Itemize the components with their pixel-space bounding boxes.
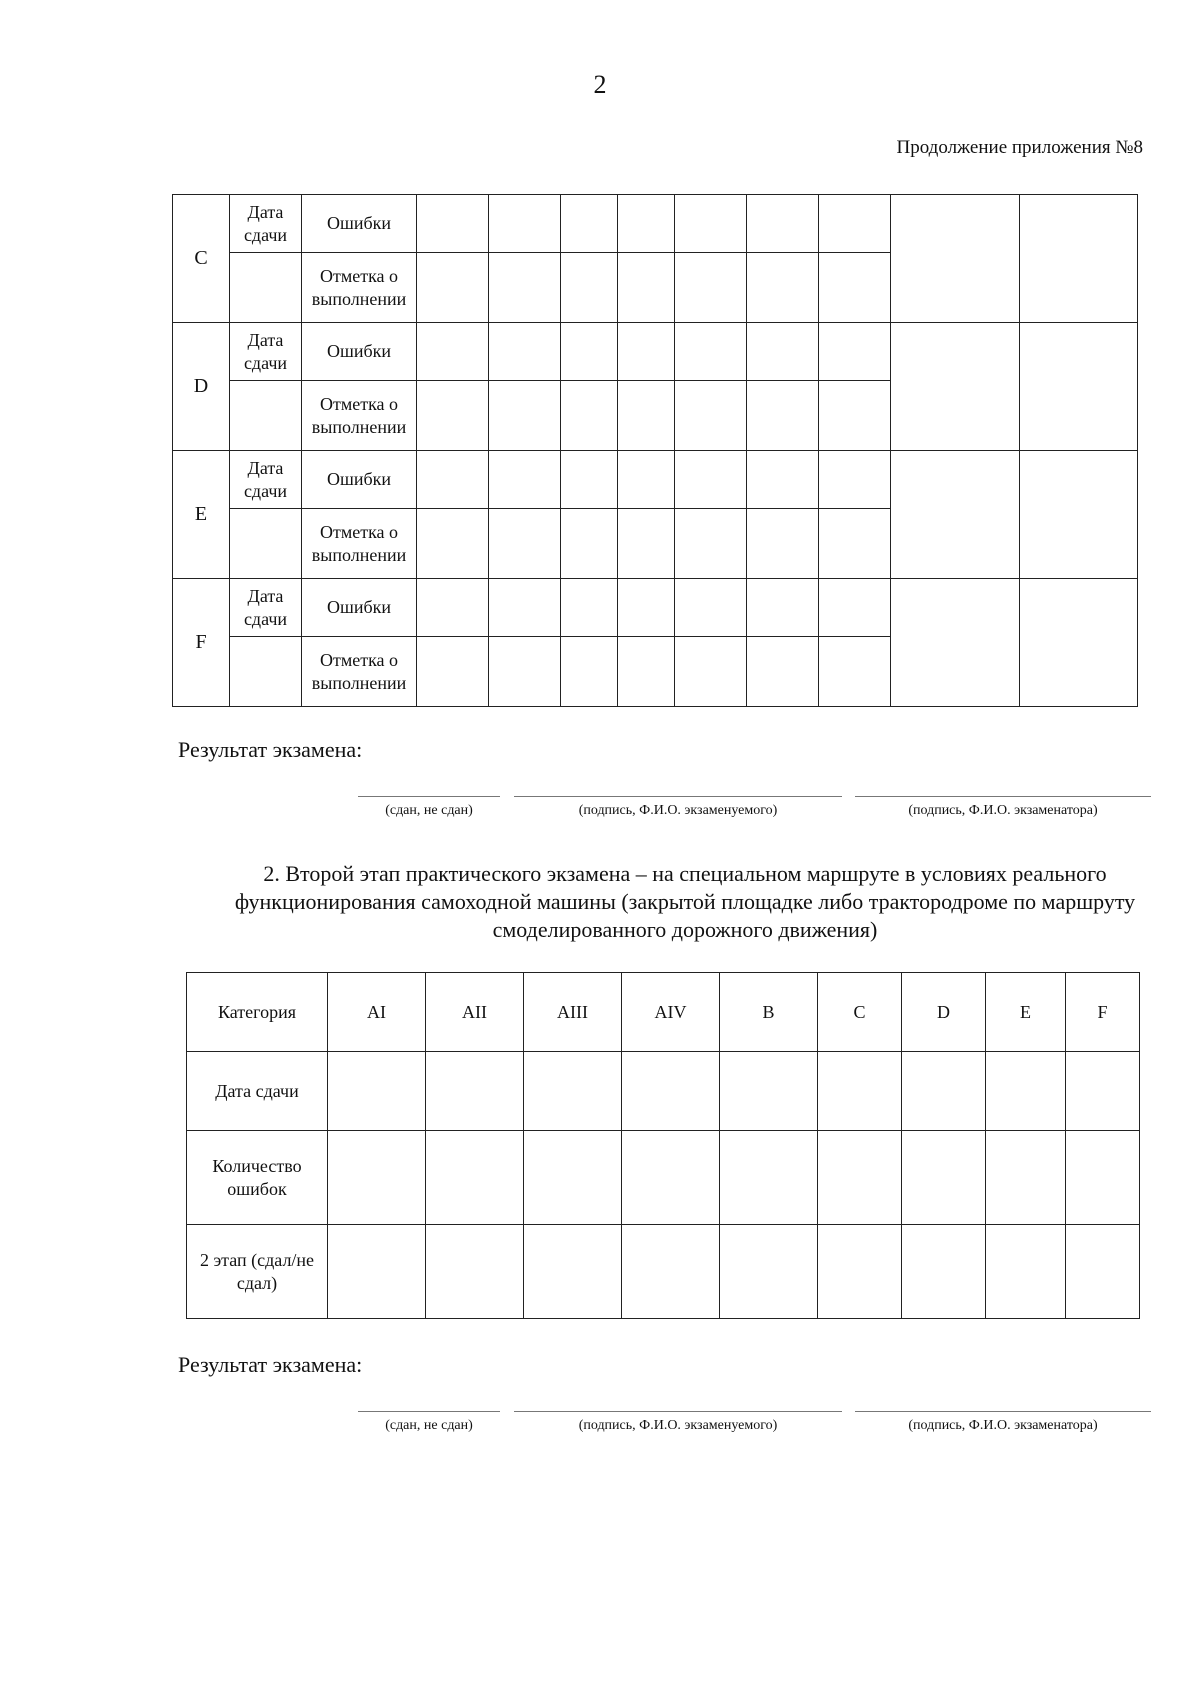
entry-cell[interactable] [747, 637, 819, 707]
entry-cell[interactable] [417, 637, 489, 707]
entry-cell[interactable] [328, 1131, 426, 1225]
entry-cell[interactable] [986, 1225, 1066, 1319]
entry-cell[interactable] [1020, 195, 1138, 323]
entry-cell[interactable] [489, 509, 561, 579]
appendix-continuation: Продолжение приложения №8 [896, 137, 1143, 158]
examinee-signature-line[interactable] [514, 796, 842, 797]
entry-cell[interactable] [891, 195, 1020, 323]
entry-cell[interactable] [561, 637, 618, 707]
completion-label-cell: Отметка о выполнении [302, 509, 417, 579]
result-label: Результат экзамена: [178, 1352, 363, 1377]
entry-cell[interactable] [561, 323, 618, 381]
entry-cell[interactable] [489, 195, 561, 253]
entry-cell[interactable] [328, 1052, 426, 1131]
date-entry-cell[interactable] [230, 253, 302, 323]
entry-cell[interactable] [426, 1131, 524, 1225]
entry-cell[interactable] [902, 1225, 986, 1319]
entry-cell[interactable] [675, 253, 747, 323]
entry-cell[interactable] [489, 637, 561, 707]
entry-cell[interactable] [891, 579, 1020, 707]
stage2-table-body [187, 973, 1140, 1319]
table-row [187, 1225, 1140, 1319]
result-input-line[interactable] [358, 796, 500, 797]
result-caption: (сдан, не сдан) [385, 1418, 473, 1433]
entry-cell[interactable] [489, 323, 561, 381]
entry-cell[interactable] [417, 451, 489, 509]
entry-cell[interactable] [747, 579, 819, 637]
entry-cell[interactable] [902, 1131, 986, 1225]
entry-cell[interactable] [747, 381, 819, 451]
entry-cell[interactable] [417, 323, 489, 381]
table-row [187, 1131, 1140, 1225]
entry-cell[interactable] [426, 1052, 524, 1131]
entry-cell[interactable] [891, 323, 1020, 451]
examinee-caption: (подпись, Ф.И.О. экзаменуемого) [578, 1418, 778, 1433]
result-input-line[interactable] [358, 1411, 500, 1412]
entry-cell[interactable] [618, 579, 675, 637]
header-cell: AIII [524, 973, 622, 1052]
entry-cell[interactable] [328, 1225, 426, 1319]
entry-cell[interactable] [1020, 323, 1138, 451]
examinee-signature-line[interactable] [514, 1411, 842, 1412]
entry-cell[interactable] [986, 1052, 1066, 1131]
entry-cell[interactable] [1066, 1131, 1140, 1225]
table-header-row [187, 973, 1140, 1052]
entry-cell[interactable] [561, 509, 618, 579]
entry-cell[interactable] [675, 637, 747, 707]
entry-cell[interactable] [747, 451, 819, 509]
table-row [173, 451, 1138, 509]
stage2-table [186, 972, 1140, 1319]
errors-label-cell: Ошибки [302, 195, 417, 253]
entry-cell[interactable] [747, 195, 819, 253]
table-row [173, 195, 1138, 253]
header-cell: AIV [622, 973, 720, 1052]
header-cell: B [720, 973, 818, 1052]
completion-label-cell: Отметка о выполнении [302, 381, 417, 451]
header-cell: AII [426, 973, 524, 1052]
entry-cell[interactable] [561, 253, 618, 323]
category-cell: C [173, 195, 230, 323]
entry-cell[interactable] [891, 451, 1020, 579]
entry-cell[interactable] [675, 381, 747, 451]
entry-cell[interactable] [1020, 451, 1138, 579]
row-label-cell: 2 этап (сдал/не сдал) [187, 1225, 328, 1319]
entry-cell[interactable] [524, 1131, 622, 1225]
entry-cell[interactable] [720, 1131, 818, 1225]
result-caption: (сдан, не сдан) [385, 803, 473, 818]
entry-cell[interactable] [561, 579, 618, 637]
entry-cell[interactable] [618, 253, 675, 323]
entry-cell[interactable] [819, 637, 891, 707]
row-label-cell: Количество ошибок [187, 1131, 328, 1225]
entry-cell[interactable] [747, 323, 819, 381]
errors-label-cell: Ошибки [302, 323, 417, 381]
entry-cell[interactable] [561, 451, 618, 509]
entry-cell[interactable] [819, 451, 891, 509]
header-cell: Категория [187, 973, 328, 1052]
entry-cell[interactable] [622, 1052, 720, 1131]
entry-cell[interactable] [720, 1052, 818, 1131]
date-label-cell: Дата сдачи [230, 579, 302, 637]
entry-cell[interactable] [618, 323, 675, 381]
entry-cell[interactable] [747, 509, 819, 579]
entry-cell[interactable] [675, 323, 747, 381]
category-cell: E [173, 451, 230, 579]
entry-cell[interactable] [561, 381, 618, 451]
entry-cell[interactable] [902, 1052, 986, 1131]
entry-cell[interactable] [417, 195, 489, 253]
entry-cell[interactable] [819, 323, 891, 381]
entry-cell[interactable] [524, 1225, 622, 1319]
header-cell: C [818, 973, 902, 1052]
category-cell: F [173, 579, 230, 707]
entry-cell[interactable] [819, 509, 891, 579]
entry-cell[interactable] [675, 509, 747, 579]
header-cell: D [902, 973, 986, 1052]
entry-cell[interactable] [1066, 1225, 1140, 1319]
entry-cell[interactable] [819, 381, 891, 451]
errors-label-cell: Ошибки [302, 451, 417, 509]
entry-cell[interactable] [489, 451, 561, 509]
entry-cell[interactable] [818, 1131, 902, 1225]
date-entry-cell[interactable] [230, 509, 302, 579]
date-entry-cell[interactable] [230, 637, 302, 707]
examiner-caption: (подпись, Ф.И.О. экзаменатора) [908, 803, 1098, 818]
result-label: Результат экзамена: [178, 737, 363, 762]
date-label-cell: Дата сдачи [230, 323, 302, 381]
category-cell: D [173, 323, 230, 451]
date-label-cell: Дата сдачи [230, 195, 302, 253]
entry-cell[interactable] [417, 509, 489, 579]
entry-cell[interactable] [426, 1225, 524, 1319]
table-row [173, 323, 1138, 381]
entry-cell[interactable] [675, 195, 747, 253]
entry-cell[interactable] [819, 579, 891, 637]
stage1-table [172, 194, 1138, 707]
entry-cell[interactable] [618, 195, 675, 253]
entry-cell[interactable] [524, 1052, 622, 1131]
table-row [187, 1052, 1140, 1131]
entry-cell[interactable] [618, 451, 675, 509]
entry-cell[interactable] [489, 381, 561, 451]
section2-heading: 2. Второй этап практического экзамена – на специальном маршруте в условиях реального функционирования самоходной машины (закрытой площадке либо трактородроме по маршруту смоделированного дорожного движения) [234, 861, 1136, 942]
header-cell: E [986, 973, 1066, 1052]
entry-cell[interactable] [622, 1225, 720, 1319]
entry-cell[interactable] [1066, 1052, 1140, 1131]
entry-cell[interactable] [675, 579, 747, 637]
table-row [173, 579, 1138, 637]
entry-cell[interactable] [417, 253, 489, 323]
completion-label-cell: Отметка о выполнении [302, 637, 417, 707]
examiner-caption: (подпись, Ф.И.О. экзаменатора) [908, 1418, 1098, 1433]
header-cell: AI [328, 973, 426, 1052]
entry-cell[interactable] [489, 253, 561, 323]
date-entry-cell[interactable] [230, 381, 302, 451]
entry-cell[interactable] [819, 253, 891, 323]
entry-cell[interactable] [818, 1225, 902, 1319]
entry-cell[interactable] [818, 1052, 902, 1131]
completion-label-cell: Отметка о выполнении [302, 253, 417, 323]
entry-cell[interactable] [489, 579, 561, 637]
stage1-table-body [173, 195, 1138, 707]
entry-cell[interactable] [417, 579, 489, 637]
header-cell: F [1066, 973, 1140, 1052]
entry-cell[interactable] [986, 1131, 1066, 1225]
entry-cell[interactable] [618, 637, 675, 707]
errors-label-cell: Ошибки [302, 579, 417, 637]
entry-cell[interactable] [1020, 579, 1138, 707]
date-label-cell: Дата сдачи [230, 451, 302, 509]
examiner-signature-line[interactable] [855, 796, 1151, 797]
page-number: 2 [593, 70, 607, 99]
entry-cell[interactable] [720, 1225, 818, 1319]
entry-cell[interactable] [417, 381, 489, 451]
entry-cell[interactable] [747, 253, 819, 323]
entry-cell[interactable] [561, 195, 618, 253]
entry-cell[interactable] [675, 451, 747, 509]
row-label-cell: Дата сдачи [187, 1052, 328, 1131]
entry-cell[interactable] [819, 195, 891, 253]
examiner-signature-line[interactable] [855, 1411, 1151, 1412]
entry-cell[interactable] [622, 1131, 720, 1225]
examinee-caption: (подпись, Ф.И.О. экзаменуемого) [578, 803, 778, 818]
entry-cell[interactable] [618, 381, 675, 451]
entry-cell[interactable] [618, 509, 675, 579]
